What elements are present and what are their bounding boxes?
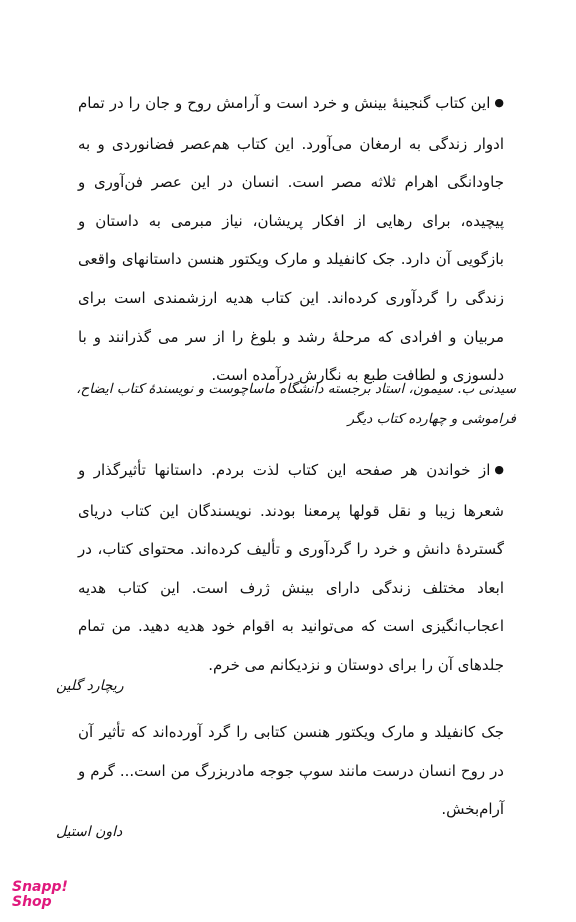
quote-paragraph-2: [78, 451, 504, 685]
quote-attribution-3: داون استیل: [56, 824, 123, 840]
quote-text-3: جک کانفیلد و مارک ویکتور هنسن کتابی را گرد آورده‌اند که تأثیر آن در روح انسان درست مانند سوپ جوجه مادربزرگ من است... گرم و آرام‌بخش.: [78, 723, 504, 819]
quote-attribution-1: سیدنی ب. سیمون، استاد برجسته دانشگاه ماساچوست و نویسندهٔ کتاب ایضاح، فراموشی و چهارده کتاب دیگر: [76, 381, 516, 427]
logo-line-2: Shop: [12, 894, 52, 910]
snappshop-logo: [12, 880, 72, 910]
quote-text-2: از خواندن هر صفحه این کتاب لذت بردم. داستانها تأثیرگذار و شعرها زیبا و نقل قولها پرمعنا بودند. نویسندگان این کتاب دریای گستردهٔ دانش و خرد را گردآوری و تألیف کرده‌اند. محتوای کتاب، در ابعاد مختلف زندگی دارای بینش ژرف است. این کتاب هدیه اعجاب‌انگیزی است که می‌توانید به اقوام خود هدیه دهید. من تمام جلدهای آن را برای دوستان و نزدیکانم می خرم.: [78, 461, 504, 674]
bullet-icon: [494, 84, 504, 125]
quote-paragraph-3: [78, 713, 504, 829]
quote-text-1: این کتاب گنجینهٔ بینش و خرد است و آرامش روح و جان را در تمام ادوار زندگی به ارمغان می‌آورد. این کتاب هم‌عصر فضانوردی و به جاودانگی اهرام ثلاثه مصر است. انسان در این عصر فن‌آوری و پیچیده، برای رهایی از افکار پریشان، نیاز مبرمی به داستان و بازگویی آن دارد. جک کانفیلد و مارک ویکتور هنسن داستانهای واقعی زندگی را گردآوری کرده‌اند. این کتاب هدیه ارزشمندی است برای مربیان و افرادی که مرحلهٔ رشد و بلوغ را از سر می گذرانند و با دلسوزی و لطافت طبع به نگارش درآمده است.: [78, 94, 504, 385]
bullet-icon: [494, 451, 504, 492]
logo-line-1: Snapp!: [12, 879, 68, 895]
quote-attribution-2: ریچارد گلین: [56, 678, 124, 694]
quote-paragraph-1: [78, 84, 504, 395]
